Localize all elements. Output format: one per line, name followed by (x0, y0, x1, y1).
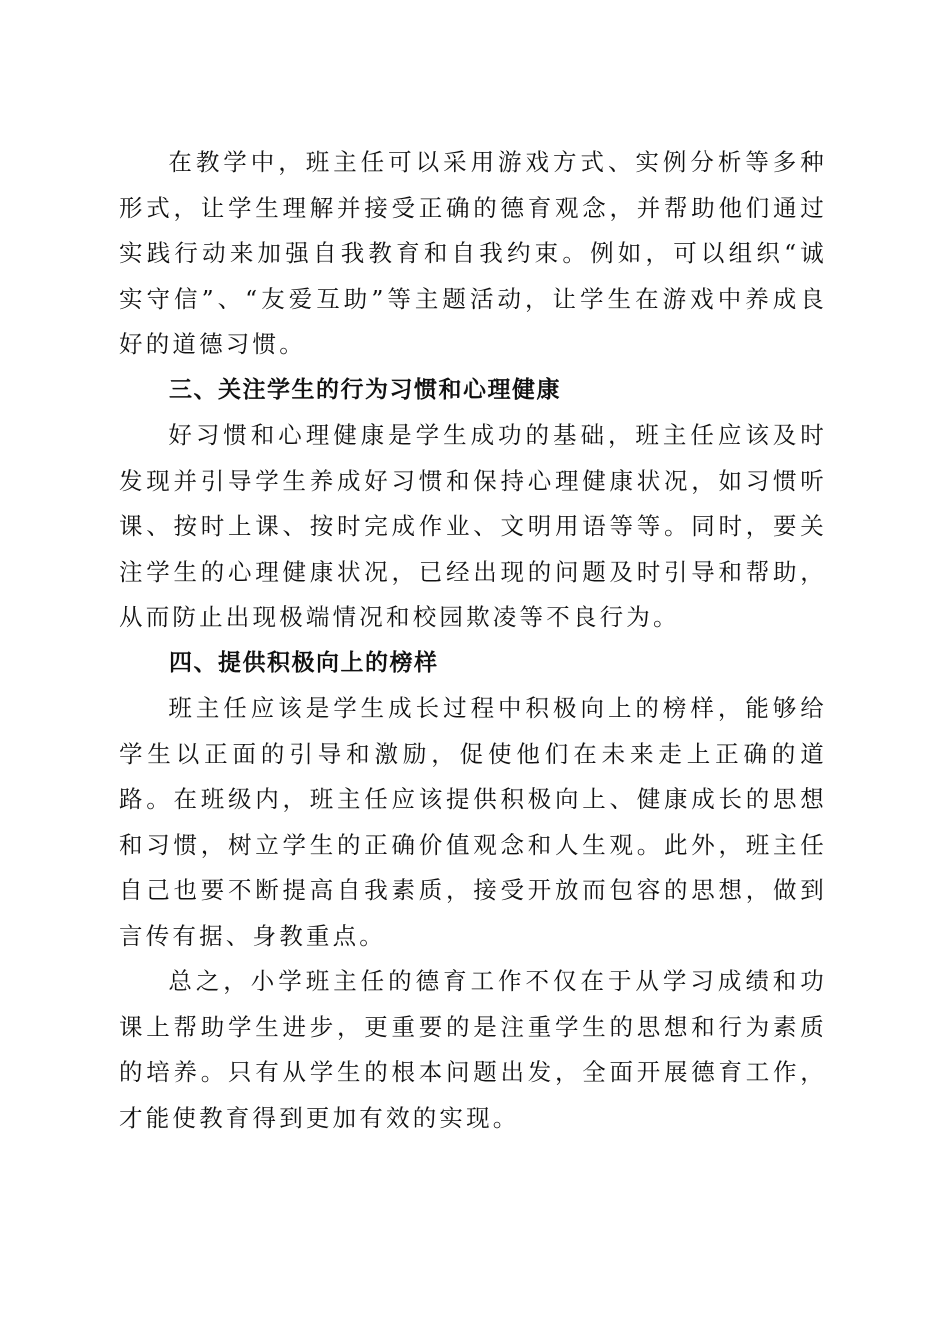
paragraph-conclusion: 总之，小学班主任的德育工作不仅在于从学习成绩和功课上帮助学生进步，更重要的是注重学生的思想和行为素质的培养。只有从学生的根本问题出发，全面开展德育工作，才能使教育得到更加有效的实现。 (119, 967, 827, 1132)
paragraph-teaching-methods: 在教学中，班主任可以采用游戏方式、实例分析等多种形式，让学生理解并接受正确的德育观念，并帮助他们通过实践行动来加强自我教育和自我约束。例如，可以组织“诚实守信”、“友爱互助”等主题活动，让学生在游戏中养成良好的道德习惯。 (119, 148, 827, 358)
paragraph-habits-mental-health: 好习惯和心理健康是学生成功的基础，班主任应该及时发现并引导学生养成好习惯和保持心理健康状况，如习惯听课、按时上课、按时完成作业、文明用语等等。同时，要关注学生的心理健康状况，已经出现的问题及时引导和帮助，从而防止出现极端情况和校园欺凌等不良行为。 (119, 421, 827, 631)
paragraph-role-model: 班主任应该是学生成长过程中积极向上的榜样，能够给学生以正面的引导和激励，促使他们在未来走上正确的道路。在班级内，班主任应该提供积极向上、健康成长的思想和习惯，树立学生的正确价值观念和人生观。此外，班主任自己也要不断提高自我素质，接受开放而包容的思想，做到言传有据、身教重点。 (119, 694, 827, 950)
document-body (119, 140, 827, 1141)
section-heading-role-model: 四、提供积极向上的榜样 (169, 649, 439, 676)
section-heading-behavior-health: 三、关注学生的行为习惯和心理健康 (169, 376, 561, 403)
